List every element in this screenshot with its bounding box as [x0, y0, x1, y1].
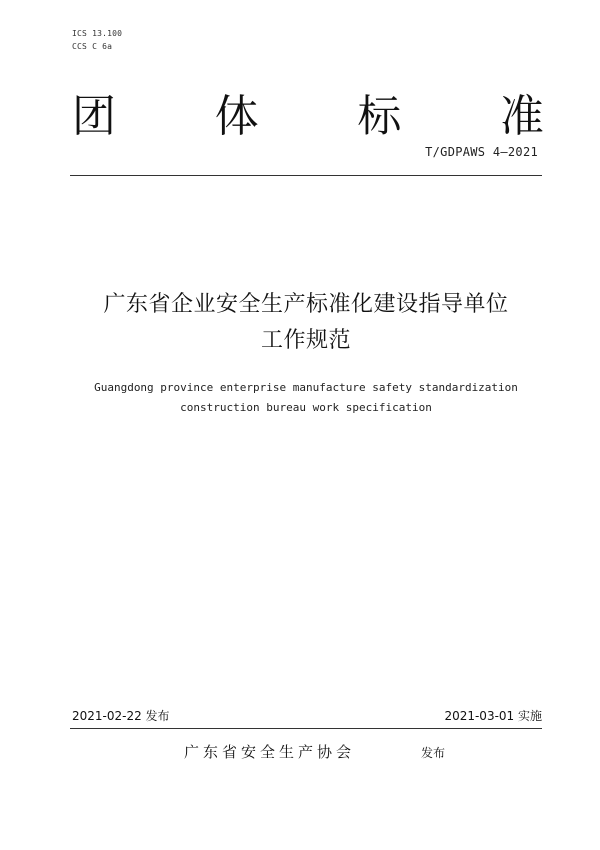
chinese-title: [60, 287, 552, 359]
english-title-line-2: construction bureau work specification: [180, 401, 432, 414]
document-type-title: [72, 82, 544, 142]
title-char-2: 体: [214, 91, 259, 142]
release-date: 2021-02-22 发布: [72, 709, 170, 723]
ccs-code: CCS C 6a: [72, 42, 113, 51]
title-char-1: 团: [72, 91, 116, 142]
english-title: [60, 378, 552, 418]
issuing-action: 发布: [421, 746, 446, 760]
standard-number: T/GDPAWS 4—2021: [425, 145, 538, 159]
chinese-title-line-1: 广东省企业安全生产标准化建设指导单位: [103, 292, 509, 317]
title-char-3: 标: [357, 91, 402, 142]
issuing-organization: 广东省安全生产协会: [184, 743, 356, 761]
ics-code: ICS 13.100: [72, 29, 123, 38]
implementation-date: 2021-03-01 实施: [444, 709, 542, 723]
chinese-title-line-2: 工作规范: [260, 328, 351, 353]
title-char-4: 准: [499, 91, 544, 142]
top-divider: [70, 175, 542, 176]
bottom-divider: [70, 728, 542, 729]
classification-codes: [72, 27, 122, 53]
english-title-line-1: Guangdong province enterprise manufacture safety standardization: [94, 381, 518, 394]
